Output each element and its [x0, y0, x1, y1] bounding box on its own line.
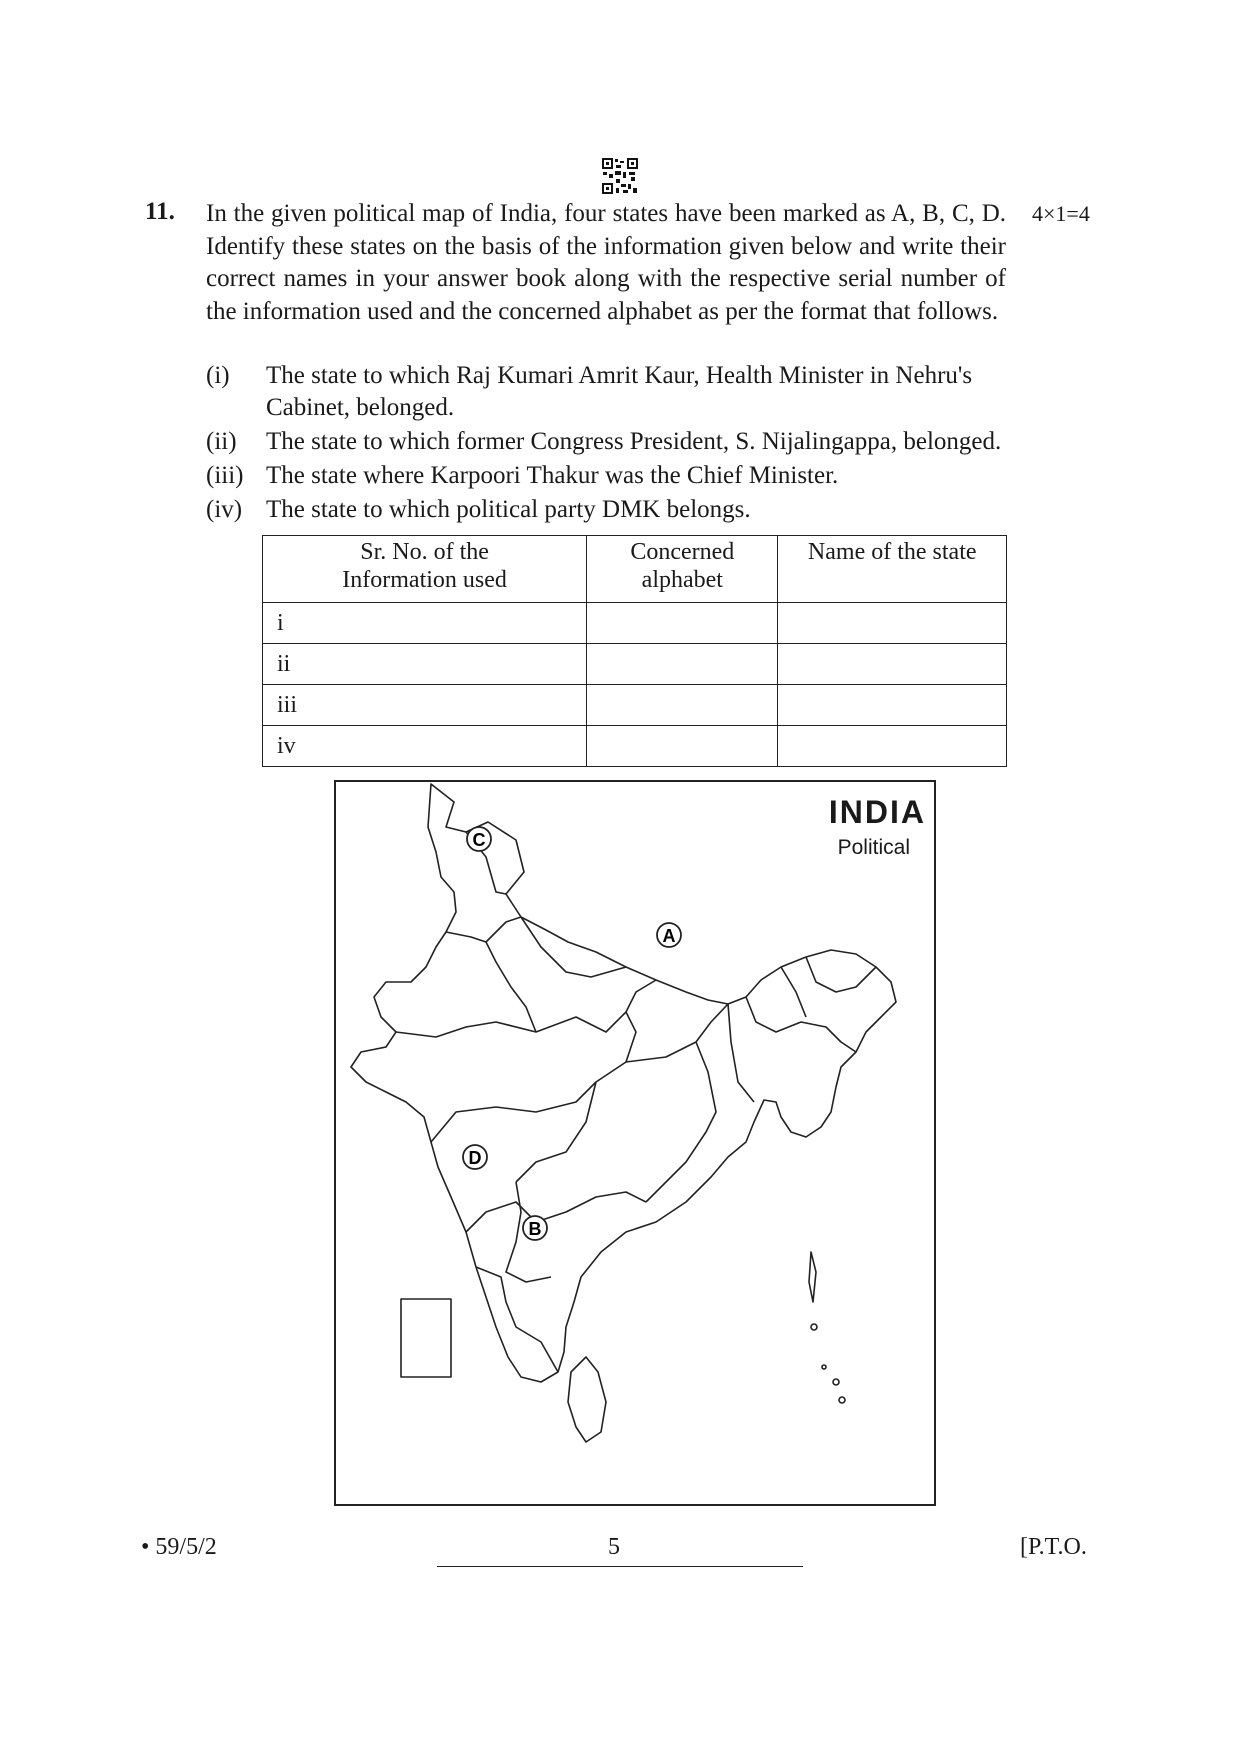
item-text: The state to which former Congress President, S. Nijalingappa, belonged.	[266, 428, 1002, 455]
empty-cell	[587, 644, 778, 685]
table-row	[263, 685, 1007, 726]
answer-format-table	[262, 535, 1007, 767]
state-boundary	[476, 1267, 558, 1372]
table-row	[263, 726, 1007, 767]
header-sr-no	[263, 536, 587, 603]
map-title: INDIA	[828, 794, 926, 830]
island-outline	[839, 1397, 845, 1403]
state-boundary	[446, 917, 521, 942]
india-political-map	[334, 780, 936, 1506]
map-outline	[336, 782, 934, 1504]
list-item	[206, 460, 1006, 492]
state-boundary	[516, 1082, 596, 1182]
header-line: Concerned	[630, 539, 735, 565]
marker-label: C	[472, 830, 486, 850]
marker-a	[657, 923, 681, 947]
state-boundary	[728, 1004, 754, 1102]
header-state-name	[778, 536, 1007, 603]
item-text: The state where Karpoori Thakur was the Chief Minister.	[266, 462, 839, 489]
empty-cell	[778, 685, 1007, 726]
table-row	[263, 644, 1007, 685]
state-boundary	[626, 1012, 636, 1062]
paper-code: • 59/5/2	[141, 1534, 217, 1560]
lakshadweep-inset-box	[401, 1299, 451, 1377]
question-number: 11.	[145, 198, 175, 225]
state-boundary	[431, 1062, 626, 1142]
table-header-row	[263, 536, 1007, 603]
empty-cell	[778, 603, 1007, 644]
question-marks: 4×1=4	[1032, 201, 1090, 226]
empty-cell	[778, 644, 1007, 685]
marker-label: D	[468, 1148, 482, 1168]
marker-label: B	[528, 1219, 542, 1239]
state-boundary	[806, 957, 876, 992]
marker-d	[463, 1145, 487, 1169]
header-line: Name of the state	[807, 539, 977, 565]
row-serial: iv	[263, 726, 587, 767]
marker-b	[523, 1216, 547, 1240]
header-line: Sr. No. of the	[360, 539, 489, 565]
row-serial: iii	[263, 685, 587, 726]
empty-cell	[587, 685, 778, 726]
empty-cell	[778, 726, 1007, 767]
header-line: Information used	[342, 567, 507, 593]
page-number: 5	[608, 1534, 620, 1560]
state-boundary	[626, 1004, 728, 1062]
island-outline	[809, 1252, 816, 1302]
question-text: In the given political map of India, four states have been marked as A, B, C, D. Identify these states on the basis of the information given below and write their correct names in your answer book along with the respective serial number of the information used and the concerned alphabet as per the format that follows.	[206, 200, 1006, 325]
item-number: (iii)	[206, 462, 244, 489]
item-number: (iv)	[206, 496, 243, 523]
item-text: The state to which Raj Kumari Amrit Kaur, Health Minister in Nehru's Cabinet, belonged.	[266, 362, 973, 421]
sri-lanka-outline	[568, 1357, 606, 1442]
list-item	[206, 360, 1006, 424]
island-outline	[822, 1365, 826, 1369]
marker-c	[467, 827, 491, 851]
item-number: (ii)	[206, 428, 237, 455]
state-boundary	[646, 1042, 716, 1202]
row-serial: ii	[263, 644, 587, 685]
state-boundary	[466, 1192, 646, 1232]
empty-cell	[587, 726, 778, 767]
footer-divider	[437, 1566, 803, 1567]
list-item	[206, 494, 1006, 526]
header-line: alphabet	[641, 567, 723, 593]
row-serial: i	[263, 603, 587, 644]
island-outline	[811, 1324, 817, 1330]
list-item	[206, 426, 1006, 458]
item-text: The state to which political party DMK belongs.	[266, 496, 751, 523]
information-list	[206, 360, 1006, 528]
header-alphabet	[587, 536, 778, 603]
state-boundary	[781, 967, 806, 1017]
item-number: (i)	[206, 362, 230, 389]
state-boundary	[486, 942, 536, 1032]
please-turn-over: [P.T.O.	[1020, 1534, 1087, 1560]
empty-cell	[587, 603, 778, 644]
marker-label: A	[662, 926, 676, 946]
qr-code	[601, 157, 639, 195]
map-subtitle: Political	[837, 836, 910, 859]
island-outline	[833, 1379, 839, 1385]
table-row	[263, 603, 1007, 644]
